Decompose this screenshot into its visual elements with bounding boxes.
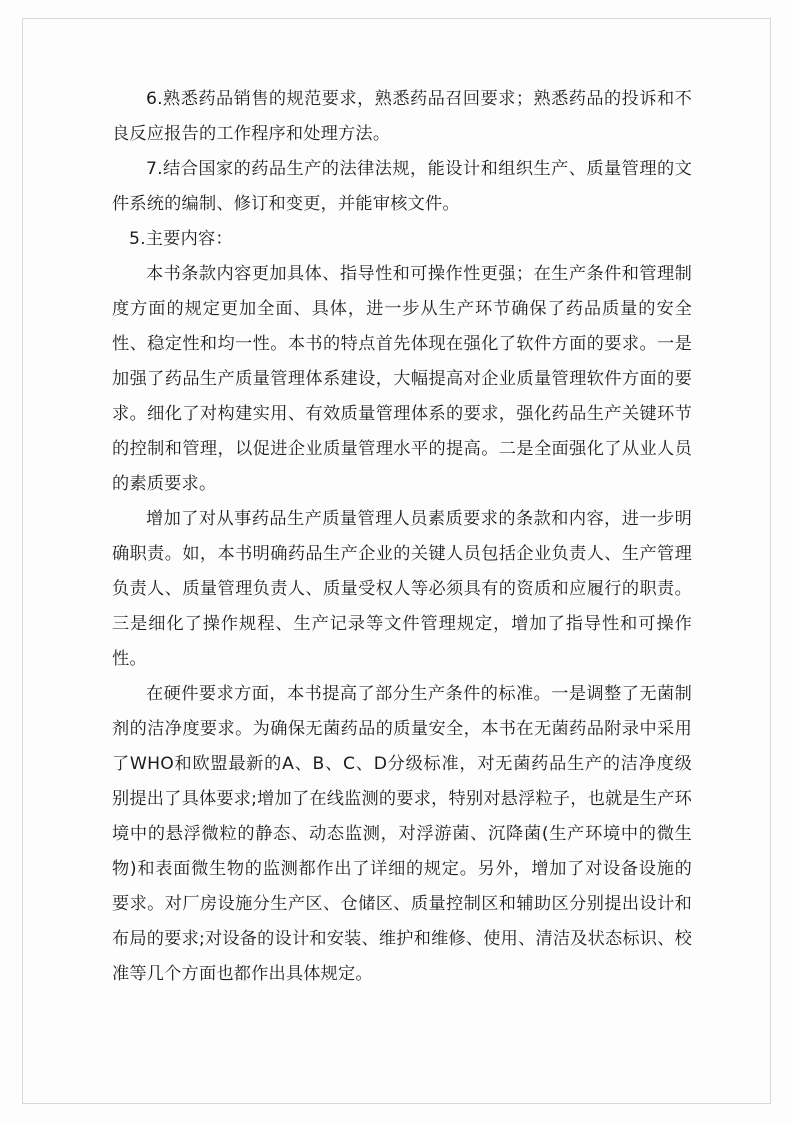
paragraph-body-2: 增加了对从事药品生产质量管理人员素质要求的条款和内容，进一步明确职责。如，本书明确药品生产企业的关键人员包括企业负责人、生产管理负责人、质量管理负责人、质量受权人等必须具有的资质和应履行的职责。三是细化了操作规程、生产记录等文件管理规定，增加了指导性和可操作性。 xyxy=(112,509,692,669)
document-body xyxy=(112,82,692,992)
paragraph-section-5-heading: 5.主要内容： xyxy=(129,229,233,249)
paragraph-body-3: 在硬件要求方面，本书提高了部分生产条件的标准。一是调整了无菌制剂的洁净度要求。为确保无菌药品的质量安全，本书在无菌药品附录中采用了WHO和欧盟最新的A、B、C、D分级标准，对无菌药品生产的洁净度级别提出了具体要求;增加了在线监测的要求，特别对悬浮粒子，也就是生产环境中的悬浮微粒的静态、动态监测，对浮游菌、沉降菌(生产环境中的微生物)和表面微生物的监测都作出了详细的规定。另外，增加了对设备设施的要求。对厂房设施分生产区、仓储区、质量控制区和辅助区分别提出设计和布局的要求;对设备的设计和安装、维护和维修、使用、清洁及状态标识、校准等几个方面也都作出具体规定。 xyxy=(112,684,692,984)
paragraph-body-1: 本书条款内容更加具体、指导性和可操作性更强；在生产条件和管理制度方面的规定更加全面、具体，进一步从生产环节确保了药品质量的安全性、稳定性和均一性。本书的特点首先体现在强化了软件方面的要求。一是加强了药品生产质量管理体系建设，大幅提高对企业质量管理软件方面的要求。细化了对构建实用、有效质量管理体系的要求，强化药品生产关键环节的控制和管理，以促进企业质量管理水平的提高。二是全面强化了从业人员的素质要求。 xyxy=(112,264,692,494)
paragraph-item-6: 6.熟悉药品销售的规范要求，熟悉药品召回要求；熟悉药品的投诉和不良反应报告的工作程序和处理方法。 xyxy=(112,89,692,144)
paragraph-item-7: 7.结合国家的药品生产的法律法规，能设计和组织生产、质量管理的文件系统的编制、修订和变更，并能审核文件。 xyxy=(112,159,692,214)
